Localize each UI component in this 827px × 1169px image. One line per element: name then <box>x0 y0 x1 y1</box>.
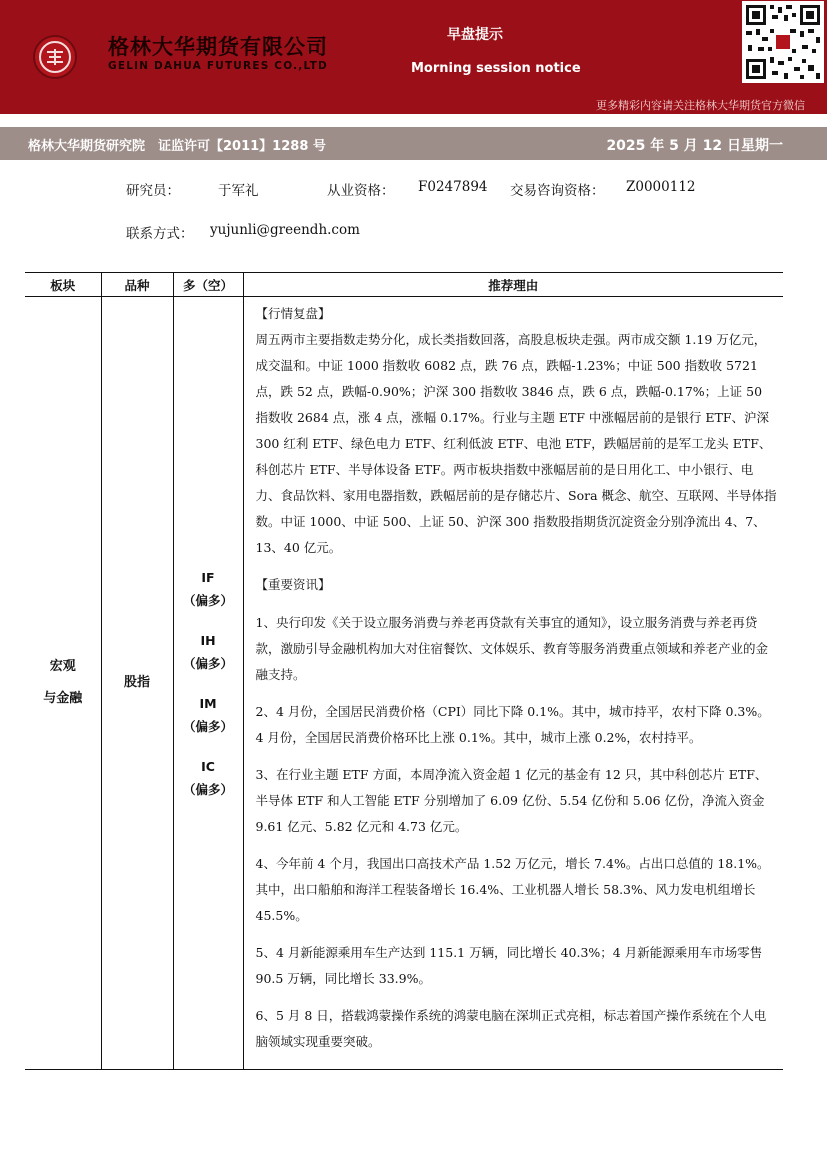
review-heading: 【行情复盘】 <box>255 306 331 321</box>
direction-cell <box>173 297 243 1070</box>
analyst-name: 于军礼 <box>218 183 259 199</box>
company-name-cn: 格林大华期货有限公司 <box>108 35 328 59</box>
contact-label: 联系方式： <box>126 226 194 242</box>
direction-ih <box>174 629 243 675</box>
direction-label: （偏多） <box>182 655 233 671</box>
analyst-name-label: 研究员： <box>126 183 180 199</box>
header-sector: 板块 <box>25 273 101 297</box>
news-item: 5、4 月新能源乘用车生产达到 115.1 万辆，同比增长 40.3%；4 月新能源乘用车市场零售 90.5 万辆，同比增长 33.9%。 <box>255 945 763 986</box>
header-reason: 推荐理由 <box>243 273 783 297</box>
recommendation-table <box>25 272 783 1070</box>
table-header-row <box>25 273 783 297</box>
report-date: 2025 年 5 月 12 日星期一 <box>606 138 783 154</box>
institute-license: 格林大华期货研究院 证监许可【2011】1288 号 <box>28 139 326 154</box>
direction-label: （偏多） <box>182 592 233 608</box>
header-direction: 多（空） <box>173 273 243 297</box>
company-name-en: GELIN DAHUA FUTURES CO.,LTD <box>108 60 328 72</box>
company-logo-icon <box>33 35 77 79</box>
wechat-qr-code-icon <box>742 1 824 83</box>
sector-cell <box>25 297 101 1070</box>
news-item: 3、在行业主题 ETF 方面，本周净流入资金超 1 亿元的基金有 12 只，其中科创芯片 ETF、半导体 ETF 和人工智能 ETF 分别增加了 6.09 亿份、5.54 亿份和 5.06 亿份，净流入资金 9.61 亿元、5.82 亿元和 4.73 亿元。 <box>255 767 768 834</box>
consult-qualification-number: Z0000112 <box>626 179 696 195</box>
variety-cell: 股指 <box>101 297 173 1070</box>
review-paragraph: 周五两市主要指数走势分化，成长类指数回落，高股息板块走强。两市成交额 1.19 万亿元，成交温和。中证 1000 指数收 6082 点，跌 76 点，跌幅-1.23%；中证 500 指数收 5721 点，跌 52 点，跌幅-0.90%；沪深 300 指数收 3846 点，跌 6 点，跌幅-0.17%；上证 50 指数收 2684 点，涨 4 点，涨幅 0.17%。行业与主题 ETF 中涨幅居前的是银行 ETF、沪深 300 红利 ETF、绿色电力 ETF、红利低波 ETF、电池 ETF，跌幅居前的是军工龙头 ETF、科创芯片 ETF、半导体设备 ETF。两市板块指数中涨幅居前的是日用化工、中小银行、电力、食品饮料、家用电器指数，跌幅居前的是存储芯片、Sora 概念、航空、互联网、半导体指数。中证 1000、中证 500、上证 50、沪深 300 指数股指期货沉淀资金分别净流出 4、7、13、40 亿元。 <box>255 332 777 555</box>
consult-qualification-label: 交易咨询资格： <box>510 183 605 199</box>
news-item: 1、央行印发《关于设立服务消费与养老再贷款有关事宜的通知》，设立服务消费与养老再贷款，激励引导金融机构加大对住宿餐饮、文体娱乐、教育等服务消费重点领域和养老产业的金融支持。 <box>255 615 769 682</box>
contract-code: IM <box>199 695 217 711</box>
contract-code: IF <box>201 569 215 585</box>
news-item: 4、今年前 4 个月，我国出口高技术产品 1.52 万亿元，增长 7.4%。占出口总值的 18.1%。其中，出口船舶和海洋工程装备增长 16.4%、工业机器人增长 58.3%、风力发电机组增长 45.5%。 <box>255 856 770 923</box>
news-heading: 【重要资讯】 <box>255 577 331 592</box>
qualification-number: F0247894 <box>418 179 488 195</box>
direction-if <box>174 566 243 612</box>
report-title-cn: 早盘提示 <box>447 27 503 43</box>
direction-label: （偏多） <box>182 781 233 797</box>
news-item: 2、4 月份，全国居民消费价格（CPI）同比下降 0.1%。其中，城市持平，农村下降 0.3%。4 月份，全国居民消费价格环比上涨 0.1%。其中，城市上涨 0.2%，农村持平。 <box>255 704 770 745</box>
contract-code: IH <box>200 632 216 648</box>
report-title-en: Morning session notice <box>411 61 581 76</box>
reason-cell <box>243 297 783 1070</box>
direction-ic <box>174 755 243 801</box>
news-item: 6、5 月 8 日，搭载鸿蒙操作系统的鸿蒙电脑在深圳正式亮相，标志着国产操作系统在个人电脑领域实现重要突破。 <box>255 1008 767 1049</box>
direction-label: （偏多） <box>182 718 233 734</box>
direction-im <box>174 692 243 738</box>
header-variety: 品种 <box>101 273 173 297</box>
contract-code: IC <box>201 758 215 774</box>
contact-email: yujunli@greendh.com <box>210 222 360 238</box>
table-row <box>25 297 783 1070</box>
qualification-label: 从业资格： <box>327 183 395 199</box>
sector-line-2: 与金融 <box>43 691 83 706</box>
sector-line-1: 宏观 <box>49 659 76 674</box>
follow-wechat-text: 更多精彩内容请关注格林大华期货官方微信 <box>596 99 805 112</box>
